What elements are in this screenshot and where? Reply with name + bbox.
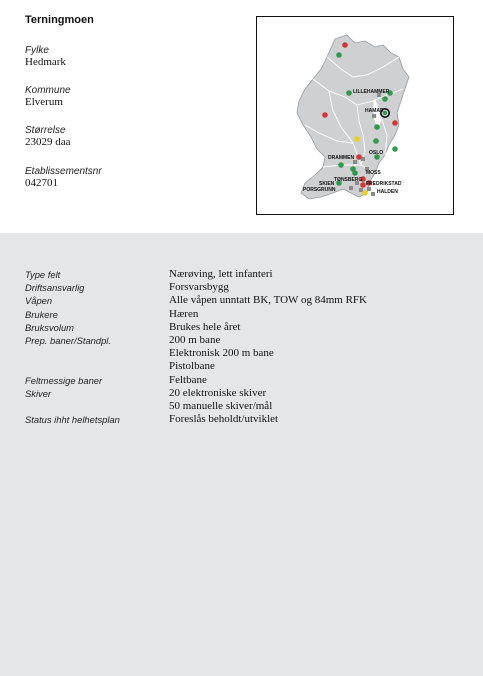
storrelse-value: 23029 daa bbox=[25, 136, 71, 148]
details-row bbox=[25, 347, 465, 360]
details-row-value: Elektronisk 200 m bane bbox=[169, 347, 274, 360]
details-row bbox=[25, 308, 465, 321]
details-row-value: 200 m bane bbox=[169, 333, 221, 346]
map-label-lillehammer: LILLEHAMMER bbox=[353, 89, 390, 95]
etablissementsnr-field bbox=[25, 166, 102, 189]
details-row-value: Feltbane bbox=[169, 373, 207, 386]
details-row-value: Nærøving, lett infanteri bbox=[169, 268, 273, 280]
map-label-fredrikstad: FREDRIKSTAD bbox=[366, 181, 402, 187]
details-row-value: 20 elektroniske skiver bbox=[169, 386, 267, 399]
details-row bbox=[25, 281, 465, 294]
map-svg bbox=[257, 17, 453, 214]
details-row bbox=[25, 387, 465, 400]
map-label-skien: SKIEN bbox=[319, 181, 335, 187]
map-label-tonsberg: TØNSBERG bbox=[334, 177, 363, 183]
header-section bbox=[0, 0, 483, 233]
details-row bbox=[25, 374, 465, 387]
map-label-halden: HALDEN bbox=[377, 189, 398, 195]
details-row-label bbox=[25, 400, 169, 413]
details-row-label: Type felt bbox=[25, 269, 61, 280]
page-title: Terningmoen bbox=[25, 14, 94, 26]
details-row bbox=[25, 294, 465, 307]
details-row-value: Brukes hele året bbox=[169, 320, 241, 333]
details-row bbox=[25, 268, 465, 281]
details-row-label: Skiver bbox=[25, 387, 52, 399]
details-row-value: Forsvarsbygg bbox=[169, 281, 229, 294]
fylke-value: Hedmark bbox=[25, 56, 66, 68]
details-row-label bbox=[25, 347, 169, 360]
map-label-drammen: DRAMMEN bbox=[328, 155, 355, 161]
details-row-label: Våpen bbox=[25, 295, 53, 307]
details-row bbox=[25, 334, 465, 347]
details-row-value: Foreslås beholdt/utviklet bbox=[169, 413, 279, 426]
details-row-value: Pistolbane bbox=[169, 360, 215, 373]
etablissementsnr-value: 042701 bbox=[25, 177, 58, 189]
details-row-label: Driftsansvarlig bbox=[25, 282, 85, 294]
details-row-label: Bruksvolum bbox=[25, 321, 74, 333]
details-row-label: Brukere bbox=[25, 308, 58, 320]
details-row bbox=[25, 400, 465, 413]
storrelse-label: Størrelse bbox=[25, 125, 66, 136]
details-row bbox=[25, 321, 465, 334]
details-row-label: Status ihht helhetsplan bbox=[25, 414, 120, 426]
details-row-label: Feltmessige baner bbox=[25, 374, 103, 386]
details-table bbox=[25, 268, 465, 426]
map-label-porsgrunn: PORSGRUNN bbox=[303, 187, 336, 193]
fylke-field bbox=[25, 45, 66, 68]
map-label-moss: MOSS bbox=[366, 170, 381, 176]
fylke-label: Fylke bbox=[25, 45, 49, 56]
details-row-value: 50 manuelle skiver/mål bbox=[169, 399, 273, 412]
details-row-label: Prep. baner/Standpl. bbox=[25, 334, 111, 346]
map-label-hamar: HAMAR bbox=[365, 108, 384, 114]
details-row-label bbox=[25, 360, 169, 373]
kommune-label: Kommune bbox=[25, 85, 71, 96]
kommune-field bbox=[25, 85, 71, 108]
map-label-oslo: OSLO bbox=[369, 150, 384, 156]
region-map bbox=[256, 16, 454, 215]
details-row-value: Alle våpen unntatt BK, TOW og 84mm RFK bbox=[169, 294, 367, 307]
etablissementsnr-label: Etablissementsnr bbox=[25, 166, 102, 177]
kommune-value: Elverum bbox=[25, 96, 63, 108]
details-row-value: Hæren bbox=[169, 307, 199, 320]
details-row bbox=[25, 413, 465, 426]
details-row bbox=[25, 360, 465, 373]
storrelse-field bbox=[25, 125, 71, 148]
